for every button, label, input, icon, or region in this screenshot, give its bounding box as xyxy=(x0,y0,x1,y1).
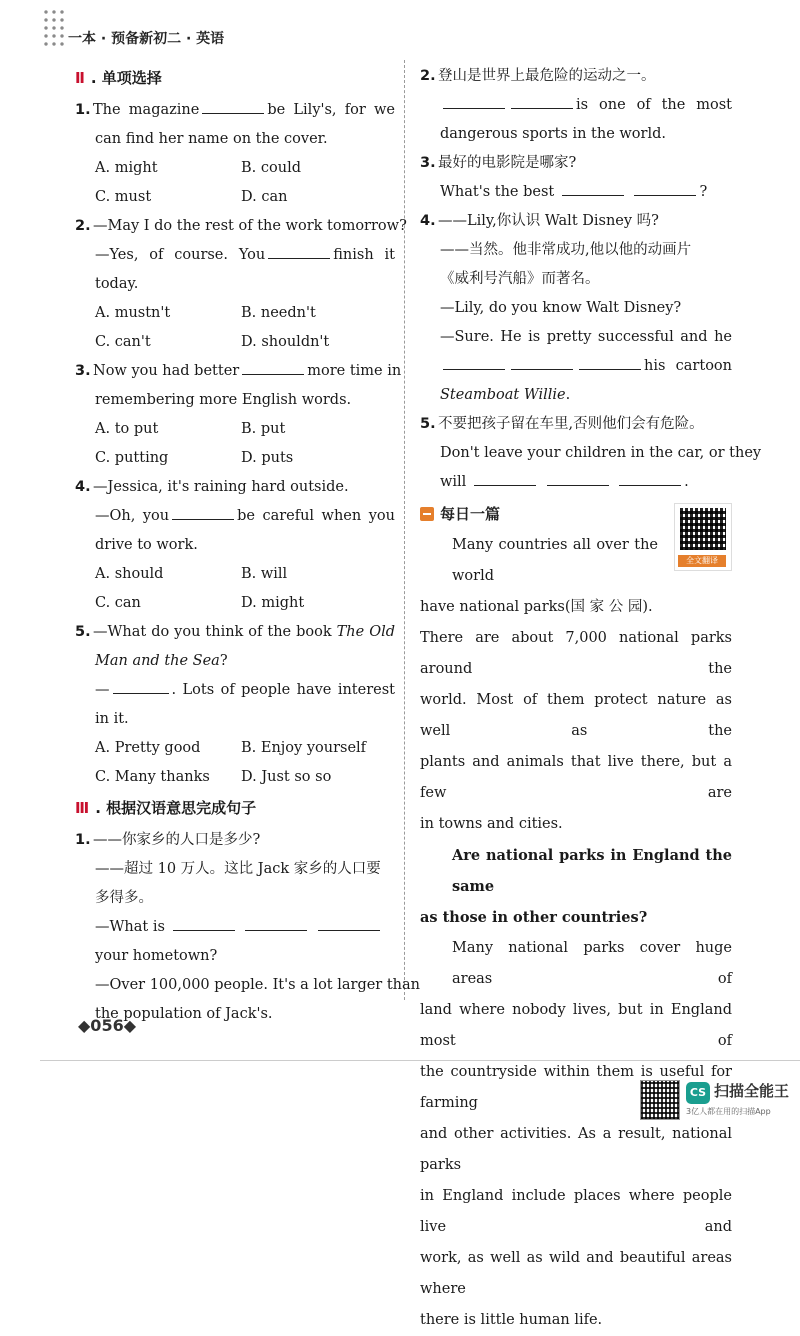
option-d[interactable]: D. puts xyxy=(241,450,294,466)
q-num: 3. xyxy=(75,363,91,379)
q-text: —What do you think of the book xyxy=(93,624,332,640)
q-text: his cartoon xyxy=(644,358,732,374)
q-text: will xyxy=(440,474,467,490)
q-text: be careful when you xyxy=(237,508,395,524)
q-line xyxy=(75,676,395,705)
q-line xyxy=(420,468,732,497)
option-b[interactable]: B. will xyxy=(241,566,288,582)
paragraph-line: and other activities. As a result, national parks xyxy=(420,1126,732,1173)
cn-text: ——Lily,你认识 Walt Disney 吗? xyxy=(438,213,659,229)
q-text: What's the best xyxy=(440,184,555,200)
q-num: 1. xyxy=(75,832,91,848)
option-c[interactable]: C. putting xyxy=(95,450,169,466)
translation-5 xyxy=(420,410,732,439)
paragraph-line: plants and animals that live there, but a few are xyxy=(420,754,732,801)
q-text: —Jessica, it's raining hard outside. xyxy=(93,479,349,495)
option-c[interactable]: C. must xyxy=(95,189,152,205)
cn-text: 《威利号汽船》而著名。 xyxy=(440,271,600,287)
column-divider xyxy=(404,60,405,1000)
answer-blank[interactable] xyxy=(172,505,234,520)
section-3-roman: Ⅲ xyxy=(75,799,90,817)
cn-text: 多得多。 xyxy=(95,890,153,906)
options xyxy=(75,415,395,444)
paragraph-line: have national parks(国 家 公 园). xyxy=(420,599,653,615)
q-text: —What is xyxy=(95,919,165,935)
option-a[interactable]: A. might xyxy=(95,160,158,176)
paragraph-heading: Are national parks in England the same xyxy=(452,847,732,895)
answer-blank[interactable] xyxy=(268,244,330,259)
q-text: —Lily, do you know Walt Disney? xyxy=(440,300,682,316)
daily-title: 每日一篇 xyxy=(440,505,501,523)
q-text: today. xyxy=(95,276,139,292)
book-title: The Old xyxy=(336,624,395,640)
q-num: 4. xyxy=(75,479,91,495)
scanner-qr-code[interactable] xyxy=(640,1080,680,1120)
answer-blank[interactable] xyxy=(245,916,307,931)
left-column xyxy=(75,62,420,1029)
q-text: . xyxy=(684,474,689,490)
paragraph-line: world. Most of them protect nature as well as the xyxy=(420,692,732,739)
q-text: in it. xyxy=(95,711,129,727)
option-b[interactable]: B. Enjoy yourself xyxy=(241,740,367,756)
paragraph-line: work, as well as wild and beautiful areas where xyxy=(420,1250,732,1297)
question-1 xyxy=(75,96,395,125)
q-num: 2. xyxy=(420,68,436,84)
paragraph-line: land where nobody lives, but in England most of xyxy=(420,1002,732,1049)
translation-1 xyxy=(75,826,395,855)
q-num: 2. xyxy=(75,218,91,234)
q-text: finish it xyxy=(333,247,395,263)
option-a[interactable]: A. mustn't xyxy=(95,305,171,321)
q-text: the population of Jack's. xyxy=(95,1006,273,1022)
answer-blank[interactable] xyxy=(202,99,264,114)
q-text: —Yes, of course. You xyxy=(95,247,266,263)
question-5 xyxy=(75,618,395,647)
daily-reading xyxy=(420,503,732,1336)
cn-text: ——当然。他非常成功,他以他的动画片 xyxy=(440,242,692,258)
section-2-title xyxy=(75,64,395,93)
q-text: —Oh, you xyxy=(95,508,170,524)
answer-blank[interactable] xyxy=(634,181,696,196)
qr-pattern xyxy=(680,508,726,550)
options xyxy=(75,763,395,792)
page-header: 一本 · 预备新初二 · 英语 xyxy=(68,31,225,47)
options xyxy=(75,154,395,183)
answer-blank[interactable] xyxy=(511,94,573,109)
translation-3 xyxy=(420,149,732,178)
q-text: . Lots of people have interest xyxy=(171,682,395,698)
q-text: —Sure. He is pretty successful and he xyxy=(440,329,732,345)
book-title: Man and the Sea xyxy=(95,653,220,669)
cn-text: ——你家乡的人口是多少? xyxy=(93,832,261,848)
app-name: 扫描全能王 xyxy=(714,1082,790,1100)
q-num: 5. xyxy=(75,624,91,640)
q-line xyxy=(75,241,395,270)
options xyxy=(75,560,395,589)
paragraph-line: in towns and cities. xyxy=(420,816,563,832)
paragraph-line: Many countries all over the world xyxy=(452,537,658,584)
section-3-title xyxy=(75,794,395,823)
q-line xyxy=(420,381,732,410)
q-text: is one of the most xyxy=(576,97,732,113)
q-text: remembering more English words. xyxy=(95,392,352,408)
options xyxy=(75,328,395,357)
section-2-title-text: . 单项选择 xyxy=(90,69,162,87)
q-text: drive to work. xyxy=(95,537,198,553)
answer-blank[interactable] xyxy=(547,471,609,486)
options xyxy=(75,589,395,618)
q-text: . xyxy=(565,387,571,403)
q-text: be Lily's, for we xyxy=(267,102,395,118)
cn-text: ——超过 10 万人。这比 Jack 家乡的人口要 xyxy=(95,861,381,877)
q-text: your hometown? xyxy=(95,948,218,964)
option-d[interactable]: D. might xyxy=(241,595,305,611)
option-c[interactable]: C. can't xyxy=(95,334,151,350)
question-2 xyxy=(75,212,407,241)
decorative-dots xyxy=(42,8,68,48)
answer-blank[interactable] xyxy=(474,471,536,486)
q-text: ? xyxy=(219,653,228,669)
q-num: 4. xyxy=(420,213,436,229)
answer-blank[interactable] xyxy=(443,355,505,370)
cn-text: 不要把孩子留在车里,否则他们会有危险。 xyxy=(438,416,704,432)
answer-blank[interactable] xyxy=(511,355,573,370)
options xyxy=(75,299,395,328)
q-text: — xyxy=(95,682,110,698)
option-d[interactable]: D. shouldn't xyxy=(241,334,330,350)
q-text: can find her name on the cover. xyxy=(95,131,328,147)
q-text: ? xyxy=(699,184,708,200)
cartoon-title: Steamboat Willie xyxy=(440,387,566,403)
qr-label: 全文翻译 xyxy=(678,555,726,567)
q-text: Don't leave your children in the car, or they xyxy=(440,445,762,461)
answer-blank[interactable] xyxy=(242,360,304,375)
answer-blank[interactable] xyxy=(113,679,169,694)
option-a[interactable]: A. Pretty good xyxy=(95,740,201,756)
q-line xyxy=(75,647,395,676)
paragraph-line: there is little human life. xyxy=(420,1312,603,1328)
option-b[interactable]: B. put xyxy=(241,421,286,437)
option-b[interactable]: B. needn't xyxy=(241,305,316,321)
option-b[interactable]: B. could xyxy=(241,160,301,176)
q-line xyxy=(420,91,732,120)
q-text: dangerous sports in the world. xyxy=(440,126,666,142)
answer-blank[interactable] xyxy=(443,94,505,109)
option-d[interactable]: D. can xyxy=(241,189,288,205)
options xyxy=(75,734,395,763)
cn-text: 登山是世界上最危险的运动之一。 xyxy=(438,68,656,84)
options xyxy=(75,444,395,473)
q-text: —Over 100,000 people. It's a lot larger than xyxy=(95,977,420,993)
q-num: 3. xyxy=(420,155,436,171)
answer-blank[interactable] xyxy=(619,471,681,486)
section-2-roman: Ⅱ xyxy=(75,69,85,87)
question-4 xyxy=(75,473,395,502)
q-text: more time in xyxy=(307,363,402,379)
option-a[interactable]: A. should xyxy=(95,566,164,582)
q-text: —May I do the rest of the work tomorrow? xyxy=(93,218,407,234)
app-tagline: 3亿人都在用的扫描App xyxy=(686,1107,771,1116)
qr-code[interactable] xyxy=(674,503,732,571)
translation-4 xyxy=(420,207,732,236)
q-line xyxy=(75,913,395,942)
q-text: The magazine xyxy=(93,102,200,118)
option-d[interactable]: D. Just so so xyxy=(241,769,332,785)
option-a[interactable]: A. to put xyxy=(95,421,159,437)
paragraph-line: There are about 7,000 national parks around the xyxy=(420,630,732,677)
translation-2 xyxy=(420,62,732,91)
page-number: ◆056◆ xyxy=(78,1016,137,1035)
option-c[interactable]: C. Many thanks xyxy=(95,769,210,785)
book-icon xyxy=(420,507,434,521)
section-3-title-text: . 根据汉语意思完成句子 xyxy=(95,799,257,817)
answer-blank[interactable] xyxy=(579,355,641,370)
footer-rule xyxy=(40,1060,800,1061)
q-num: 5. xyxy=(420,416,436,432)
q-num: 1. xyxy=(75,102,91,118)
paragraph-line: in England include places where people live and xyxy=(420,1188,732,1235)
paragraph-line: Many national parks cover huge areas of xyxy=(452,940,732,987)
option-c[interactable]: C. can xyxy=(95,595,141,611)
camscanner-logo-icon: CS xyxy=(686,1082,710,1104)
q-line xyxy=(75,502,395,531)
q-line xyxy=(420,178,732,207)
paragraph-line: the countryside within them is useful for farming xyxy=(420,1064,732,1111)
q-text: Now you had better xyxy=(93,363,240,379)
answer-blank[interactable] xyxy=(318,916,380,931)
options xyxy=(75,183,395,212)
cn-text: 最好的电影院是哪家? xyxy=(438,155,577,171)
answer-blank[interactable] xyxy=(173,916,235,931)
question-3 xyxy=(75,357,402,386)
paragraph-heading: as those in other countries? xyxy=(420,909,648,926)
q-line xyxy=(420,352,732,381)
answer-blank[interactable] xyxy=(562,181,624,196)
